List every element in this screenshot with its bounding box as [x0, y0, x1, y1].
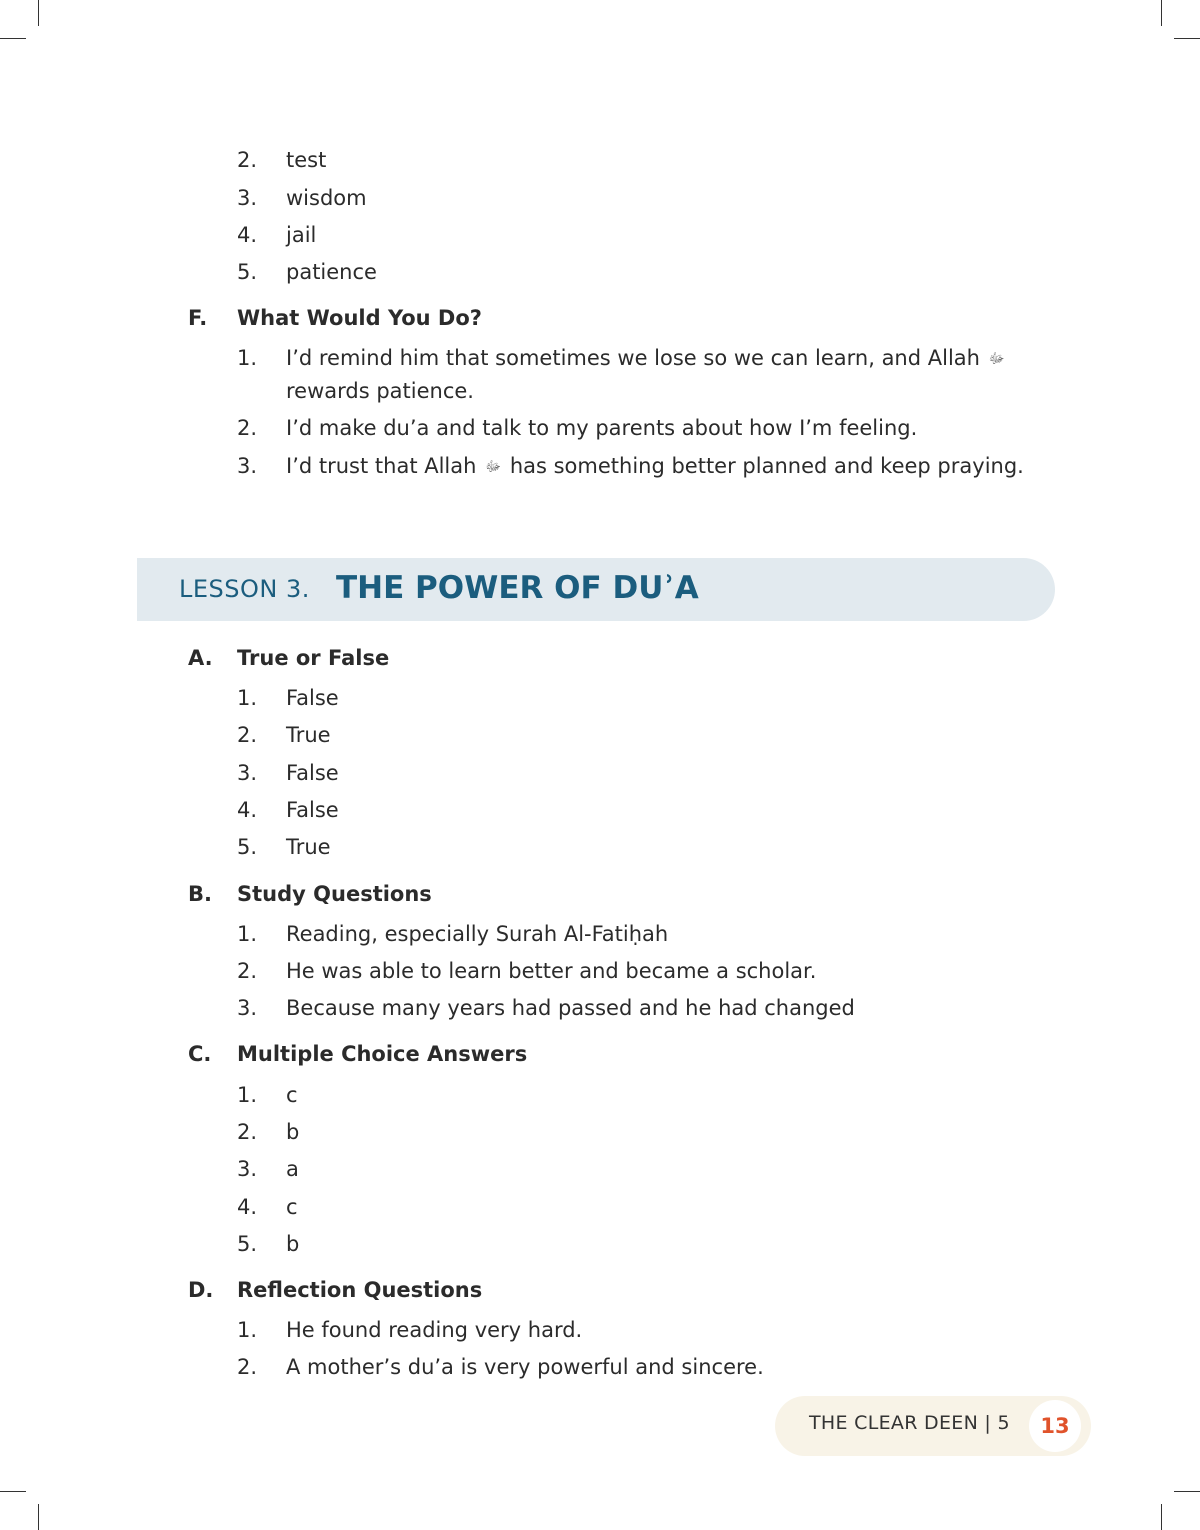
crop-mark	[1174, 38, 1200, 39]
honorific-glyph-icon: ﷻ	[988, 351, 1005, 367]
lesson-banner	[137, 558, 1055, 621]
honorific-glyph-icon: ﷻ	[485, 459, 502, 475]
lesson-title: THE POWER OF DUʾA	[336, 570, 699, 606]
lesson-label: LESSON 3.	[179, 575, 310, 603]
crop-mark	[1161, 1504, 1162, 1530]
crop-mark	[38, 0, 39, 26]
page-number: 13	[1029, 1400, 1081, 1452]
crop-mark	[1174, 1491, 1200, 1492]
book-title: THE CLEAR DEEN | 5	[809, 1412, 1010, 1434]
page-footer	[775, 1396, 1091, 1456]
crop-mark	[1161, 0, 1162, 26]
crop-mark	[38, 1504, 39, 1530]
crop-mark	[0, 38, 26, 39]
crop-mark	[0, 1491, 26, 1492]
